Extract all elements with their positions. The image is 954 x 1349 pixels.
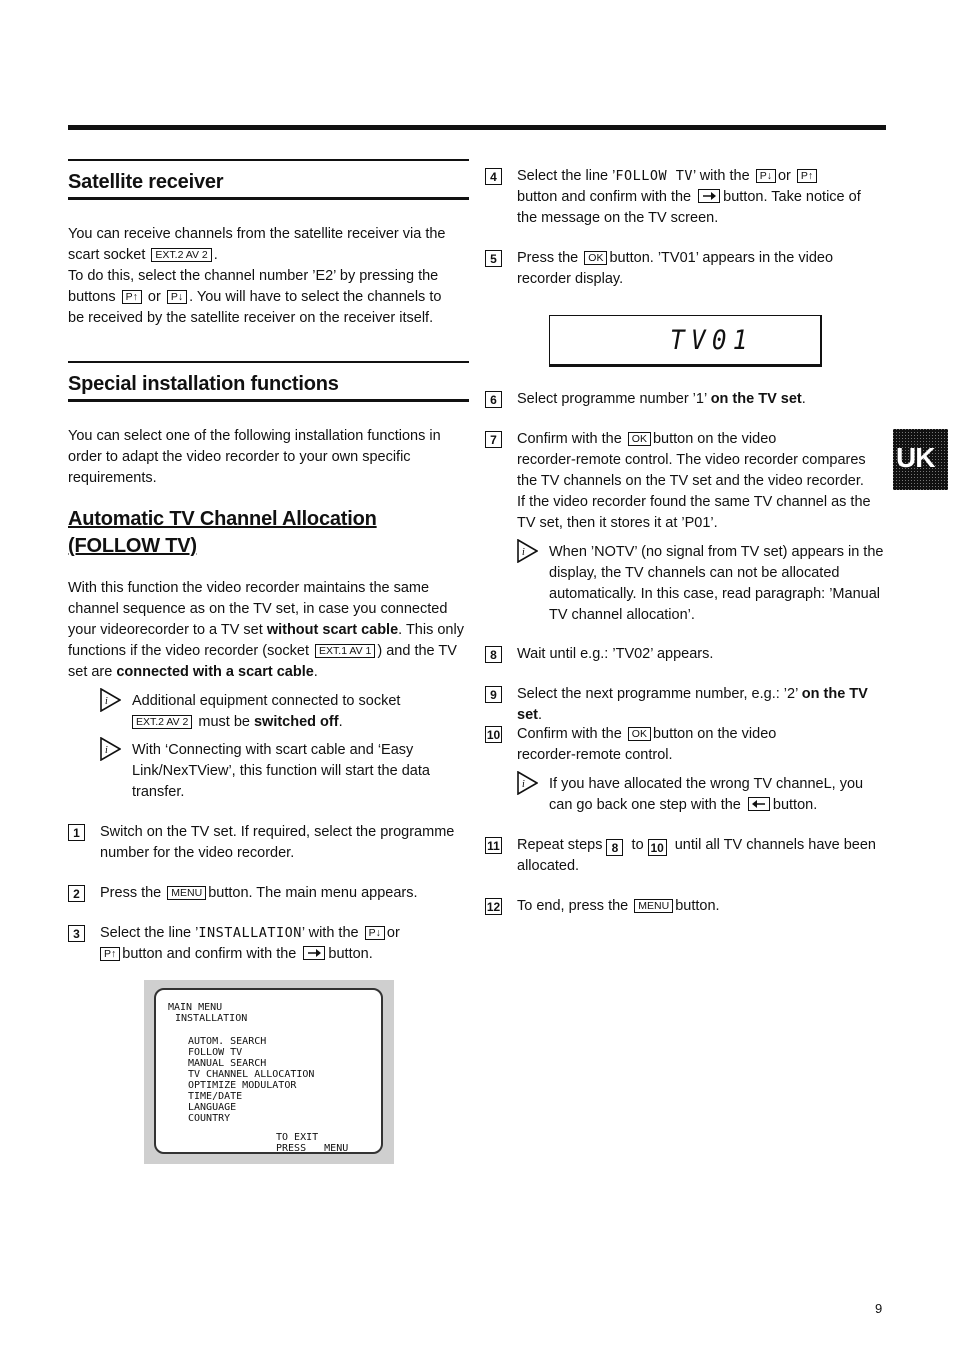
step-number: 11 [485,837,502,854]
tv-screen-display [154,988,383,1154]
step-number: 2 [68,885,85,902]
arrow-right-icon [303,946,325,960]
svg-text:i: i [105,745,108,756]
menu-exit-hint: PRESS MENU [276,1143,349,1154]
step-ref-box: 8 [606,839,623,856]
p-down-key: P↓ [365,926,385,940]
step-4-text: Select the line ’FOLLOW TV’ with the P↓ or P↑ button and confirm with the button. Take notice of the message on the TV screen. [517,168,861,226]
menu-key: MENU [167,886,206,900]
socket-ext2-label: EXT.2 AV 2 [151,248,211,262]
step-number: 7 [485,431,502,448]
page-number: 9 [875,1301,883,1316]
svg-text:i: i [522,779,525,790]
step-3-text: Select the line ’INSTALLATION’ with the P↓ or P↑ button and confirm with the button. [100,925,400,962]
menu-subtitle: INSTALLATION [175,1013,248,1024]
p-down-key: P↓ [167,290,187,304]
section-rule-top [68,361,469,363]
special-paragraph: You can select one of the following installation functions in order to adapt the video recorder to your own specific requirements. [68,428,441,486]
menu-item: MANUAL SEARCH [188,1058,267,1069]
step-9-text: Select the next programme number, e.g.: ’2’ on the TV set. [517,686,868,723]
step-2-text: Press the MENU button. The main menu appears. [100,885,418,901]
heading-special-installation: Special installation functions [68,373,339,395]
satellite-paragraph: You can receive channels from the satellite receiver via the scart socket EXT.2 AV 2 . To do this, select the channel number ’E2’ by pressing the buttons P↑ or P↓ . You will have to select the channels to be received by the satellite receiver on the receiver itself. [68,226,446,326]
menu-item: AUTOM. SEARCH [188,1036,267,1047]
p-up-key: P↑ [122,290,142,304]
menu-key: MENU [634,899,673,913]
arrow-right-icon [698,189,720,203]
heading-satellite-receiver: Satellite receiver [68,171,224,193]
menu-item: COUNTRY [188,1113,231,1124]
step-number: 8 [485,646,502,663]
language-tab [893,429,948,490]
section-rule-bottom [68,399,469,402]
p-down-key: P↓ [756,169,776,183]
note-scart-easylink: With ‘Connecting with scart cable and ‘Easy Link/NexTView’, this function will start the data transfer. [132,742,430,800]
svg-text:i: i [522,547,525,558]
tv-menu-screen [144,980,394,1164]
step-number: 12 [486,900,501,914]
p-up-key: P↑ [797,169,817,183]
step-number: 10 [486,728,501,742]
menu-item: TIME/DATE [188,1091,243,1102]
note-switched-off: Additional equipment connected to socket EXT.2 AV 2 must be switched off. [132,693,401,730]
socket-ext1-label: EXT.1 AV 1 [315,644,375,658]
arrow-left-icon [748,797,770,811]
step-number: 3 [68,925,85,942]
step-1-text: Switch on the TV set. If required, select the programme number for the video recorder. [100,824,455,861]
recorder-lcd-display [549,315,822,367]
step-10-text: Confirm with the OK button on the video recorder-remote control. [517,726,777,763]
menu-item: OPTIMIZE MODULATOR [188,1080,297,1091]
info-icon [99,688,121,712]
step-number: 9 [485,686,502,703]
step-number: 6 [485,391,502,408]
p-up-key: P↑ [100,947,120,961]
step-ref-box: 10 [648,839,667,856]
ok-key: OK [628,432,651,446]
svg-text:i: i [105,696,108,707]
step-8-text: Wait until e.g.: ’TV02’ appears. [517,646,714,662]
menu-item: FOLLOW TV [188,1047,243,1058]
step-11-text: Repeat steps 8 to 10 until all TV channels have been allocated. [517,837,876,874]
step-5-text: Press the OK button. ’TV01’ appears in the video recorder display. [517,250,834,287]
note-notv: When ’NOTV’ (no signal from TV set) appears in the display, the TV channels can not be allocated automatically. In this case, read paragraph: ’Manual TV channel allocation’. [549,544,884,623]
section-rule-bottom [68,197,469,200]
info-icon [516,771,538,795]
menu-item: TV CHANNEL ALLOCATION [188,1069,315,1080]
step-7-text: Confirm with the OK button on the video recorder-remote control. The video recorder compares the TV channels on the TV set and the video recorder. If the video recorder found the same TV channel as the TV set, then it stores it at ’P01’. [517,431,871,531]
heading-follow-tv: Automatic TV Channel Allocation (FOLLOW TV) [68,508,377,557]
lcd-text: TV01 [670,325,754,356]
language-tab-label: UK [896,442,935,473]
ok-key: OK [628,727,651,741]
socket-ext2-label: EXT.2 AV 2 [132,715,192,729]
ok-key: OK [584,251,607,265]
menu-item: LANGUAGE [188,1102,237,1113]
step-12-text: To end, press the MENU button. [517,898,720,914]
step-number: 5 [485,250,502,267]
menu-title: MAIN MENU [168,1002,223,1013]
info-icon [99,737,121,761]
step-number: 4 [485,168,502,185]
section-rule-top [68,159,469,161]
top-rule [68,125,886,130]
follow-tv-paragraph: With this function the video recorder maintains the same channel sequence as on the TV set, in case you connected your videorecorder to a TV set without scart cable. This only functions if the video recorder (socket EXT.1 AV 1 ) and the TV set are connected with a scart cable. [68,580,464,680]
menu-exit-hint: TO EXIT [276,1132,319,1143]
step-6-text: Select programme number ’1’ on the TV set. [517,391,806,407]
note-go-back: If you have allocated the wrong TV channeL, you can go back one step with the button. [549,776,864,813]
step-number: 1 [68,824,85,841]
info-icon [516,539,538,563]
